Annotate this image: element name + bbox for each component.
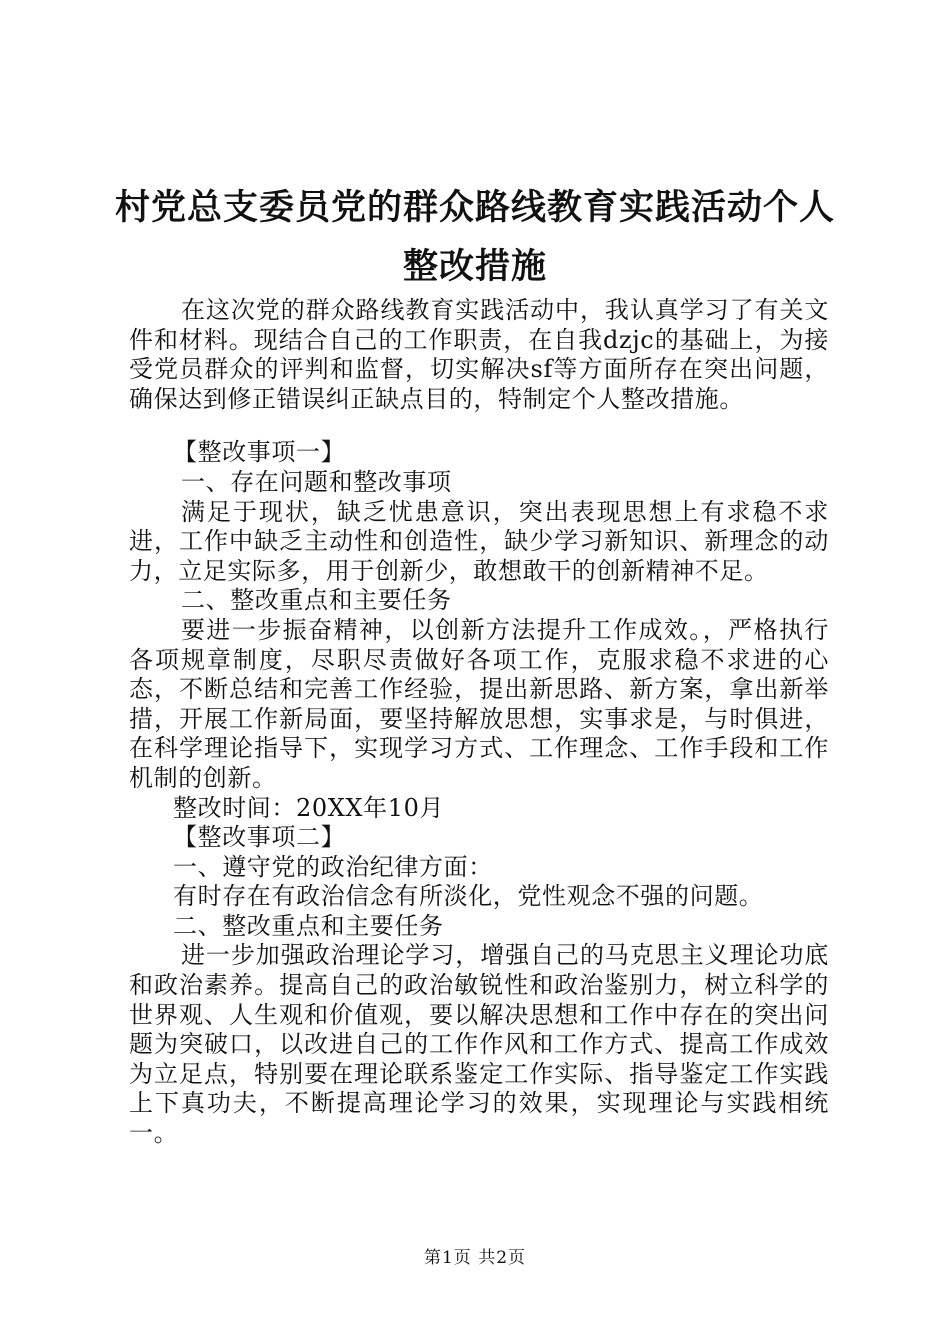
item1-problems-text: 满足于现状，缺乏忧患意识，突出表现思想上有求稳不求进，工作中缺乏主动性和创造性，缺少学习新知识、新理念的动力，立足实际多，用于创新少，敢想敢干的创新精神不足。: [129, 497, 829, 585]
item1-deadline: 整改时间：20XX年10月: [173, 793, 445, 822]
item2-subheading-tasks: 二、整改重点和主要任务: [173, 911, 444, 940]
intro-paragraph: 在这次党的群众路线教育实践活动中，我认真学习了有关文件和材料。现结合自己的工作职责，在自我dzjc的基础上，为接受党员群众的评判和监督，切实解决sf等方面所存在突出问题，确保达到修正错误纠正缺点目的，特制定个人整改措施。: [129, 296, 829, 413]
item1-heading: 【整改事项一】: [173, 438, 346, 467]
item1-tasks-text: 要进一步振奋精神，以创新方法提升工作成效。，严格执行各项规章制度，尽职尽责做好各项工作，克服求稳不求进的心态，不断总结和完善工作经验，提出新思路、新方案，拿出新举措，开展工作新局面，要坚持解放思想，实事求是，与时俱进，在科学理论指导下，实现学习方式、工作理念、工作手段和工作机制的创新。: [129, 615, 829, 792]
item2-tasks-text: 进一步加强政治理论学习，增强自己的马克思主义理论功底和政治素养。提高自己的政治敏锐性和政治鉴别力，树立科学的世界观、人生观和价值观，要以解决思想和工作中存在的突出问题为突破口，以改进自己的工作作风和工作方式、提高工作成效为立足点，特别要在理论联系鉴定工作实际、指导鉴定工作实践上下真功夫，不断提高理论学习的效果，实现理论与实践相统一。: [129, 941, 829, 1148]
item2-heading: 【整改事项二】: [173, 823, 346, 852]
item1-subheading-problems: 一、存在问题和整改事项: [181, 467, 452, 496]
item2-subheading-discipline: 一、遵守党的政治纪律方面：: [173, 852, 493, 881]
document-title-line-1: 村党总支委员党的群众路线教育实践活动个人: [114, 188, 835, 228]
item1-subheading-tasks: 二、整改重点和主要任务: [181, 586, 452, 615]
page-number-footer: 第1页 共2页: [423, 1248, 527, 1268]
document-body: [129, 296, 829, 1149]
paragraph-spacer: [129, 414, 829, 438]
document-title-line-2: 整改措施: [402, 247, 547, 287]
item2-problems-text: 有时存在有政治信念有所淡化，党性观念不强的问题。: [173, 882, 764, 911]
